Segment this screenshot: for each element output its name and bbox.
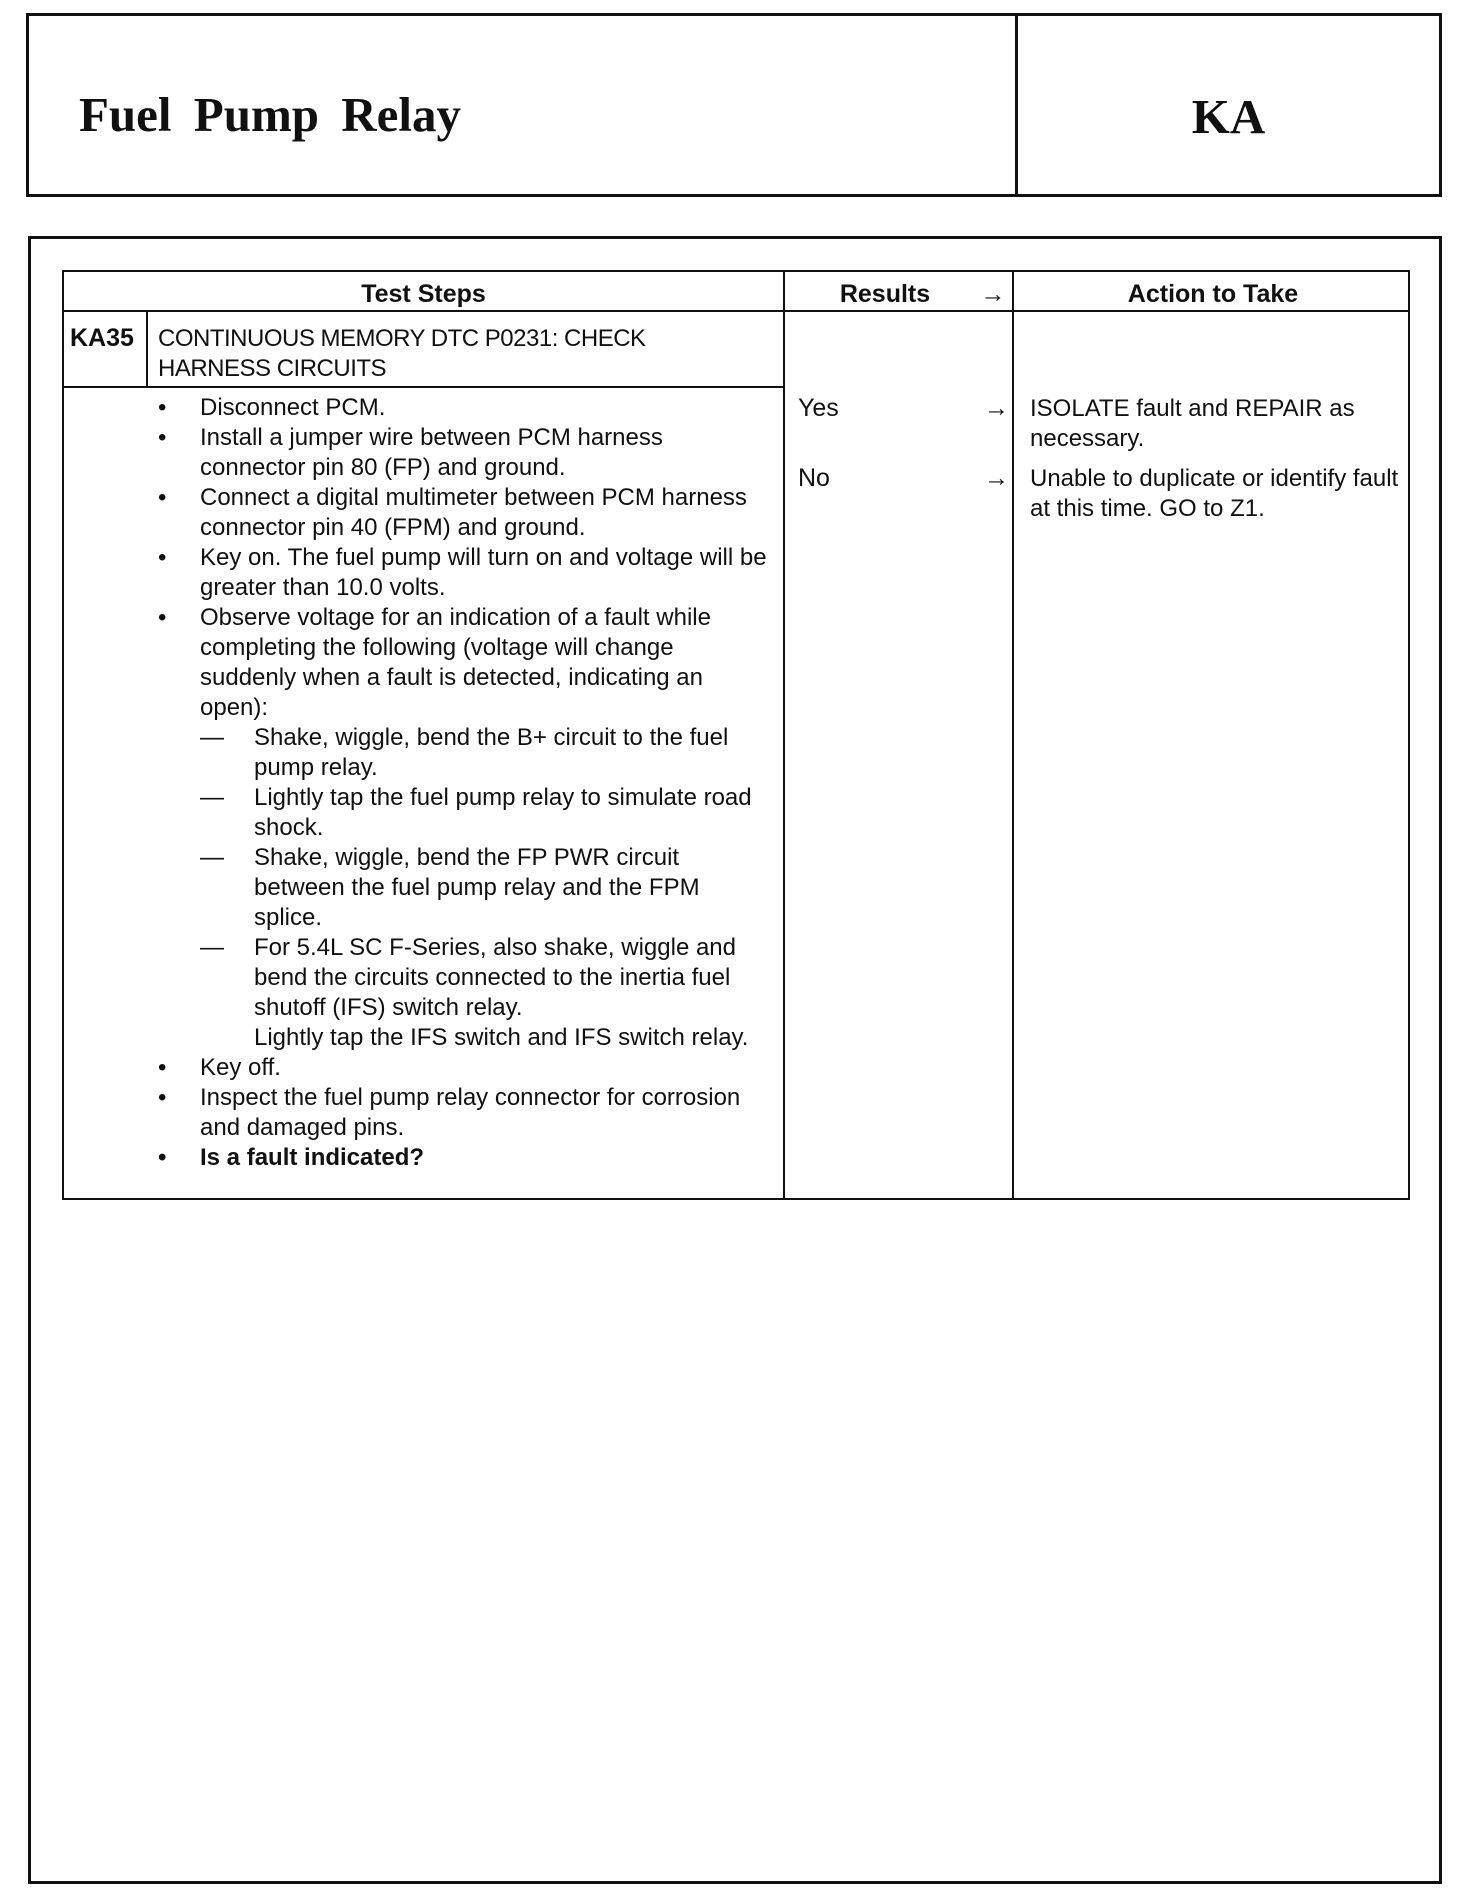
- list-item: • Key on. The fuel pump will turn on and voltage will be greater than 10.0 volts.: [64, 543, 784, 603]
- column-divider-results: [1012, 272, 1014, 1198]
- list-item: • Observe voltage for an indication of a fault while completing the following (voltage will change suddenly when a fault is detected, indicating an open):: [64, 603, 784, 723]
- header-box: [26, 13, 1442, 197]
- sub-list-item: — Shake, wiggle, bend the B+ circuit to the fuel pump relay.: [64, 723, 784, 783]
- action-no: Unable to duplicate or identify fault at this time. GO to Z1.: [1030, 465, 1399, 522]
- section-code: KA: [1191, 89, 1266, 144]
- list-item: • Key off.: [64, 1053, 784, 1083]
- step-code-divider: [146, 310, 148, 386]
- list-item: • Connect a digital multimeter between PCM harness connector pin 40 (FPM) and ground.: [64, 483, 784, 543]
- step-title-divider: [64, 386, 784, 388]
- list-item: • Inspect the fuel pump relay connector for corrosion and damaged pins.: [64, 1083, 784, 1143]
- sub-list-item: — For 5.4L SC F-Series, also shake, wiggle and bend the circuits connected to the inertia fuel shutoff (IFS) switch relay.: [64, 933, 784, 1023]
- result-no: No: [798, 464, 830, 492]
- step-title: CONTINUOUS MEMORY DTC P0231: CHECK HARNESS CIRCUITS: [158, 325, 646, 382]
- column-header-results: Results: [839, 280, 931, 308]
- header-row-divider: [64, 310, 1408, 312]
- list-item: • Disconnect PCM.: [64, 393, 784, 423]
- step-code: KA35: [70, 324, 134, 352]
- test-step-list: [64, 393, 784, 1173]
- list-item: • Install a jumper wire between PCM harness connector pin 80 (FP) and ground.: [64, 423, 784, 483]
- action-yes: ISOLATE fault and REPAIR as necessary.: [1030, 395, 1355, 452]
- page-title: Fuel Pump Relay: [79, 87, 462, 142]
- arrow-icon: →: [984, 394, 1009, 422]
- arrow-icon: →: [984, 464, 1009, 492]
- sub-list-continuation: Lightly tap the IFS switch and IFS switch relay.: [254, 1024, 749, 1051]
- column-header-action: Action to Take: [1127, 280, 1299, 308]
- column-header-test-steps: Test Steps: [361, 280, 486, 308]
- test-steps-table: [62, 270, 1410, 1200]
- results-arrow-icon: →: [980, 280, 1006, 308]
- sub-list-item: — Lightly tap the fuel pump relay to simulate road shock.: [64, 783, 784, 843]
- question-item: • Is a fault indicated?: [64, 1143, 784, 1173]
- result-yes: Yes: [798, 394, 839, 422]
- sub-list-item: — Shake, wiggle, bend the FP PWR circuit between the fuel pump relay and the FPM splice.: [64, 843, 784, 933]
